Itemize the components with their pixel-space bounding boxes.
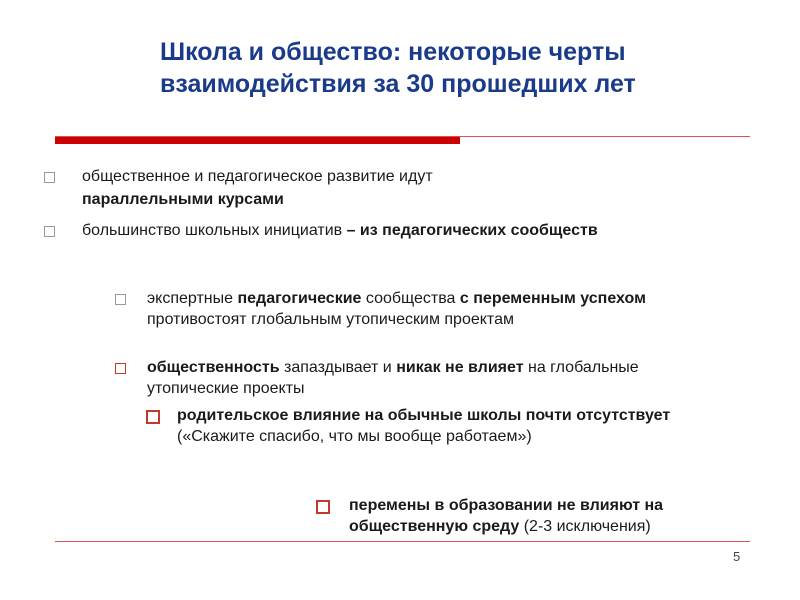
bullet-6-text: (2-3 исключения) [519, 518, 651, 535]
bullet-3-text-a: экспертные [147, 290, 238, 307]
bullet-2-bold: – из педагогических сообществ [346, 222, 598, 239]
square-bullet-icon [115, 363, 126, 374]
divider-accent-bar [55, 137, 460, 144]
bullet-2-text: большинство школьных инициатив [82, 222, 343, 239]
bullet-1-text: общественное и педагогическое развитие идут [82, 168, 433, 185]
bullet-item-2 [44, 219, 624, 242]
page-number: 5 [733, 549, 741, 564]
slide-title [160, 36, 720, 100]
bullet-1-bold: параллельными курсами [82, 191, 284, 208]
square-bullet-icon [44, 172, 55, 183]
bullet-5-bold: родительское влияние на обычные школы почти отсутствует [177, 407, 671, 424]
bullet-5-text: («Скажите спасибо, что мы вообще работаем») [177, 428, 532, 445]
square-bullet-icon [316, 500, 330, 514]
bullet-item-4 [115, 357, 705, 399]
square-bullet-icon [44, 226, 55, 237]
square-bullet-icon [146, 410, 160, 424]
title-line-1: Школа и общество: некоторые черты [160, 38, 626, 66]
bullet-4-text-b: на глобальные утопические проекты [147, 359, 639, 397]
bullet-item-3 [115, 288, 705, 330]
bullet-6-bold: перемены в образовании не влияют на общественную среду [349, 497, 664, 535]
bullet-3-text-b: сообщества [361, 290, 460, 307]
bullet-3-text-c: противостоят глобальным утопическим проектам [147, 311, 514, 328]
title-line-2: взаимодействия за 30 прошедших лет [160, 70, 636, 98]
square-bullet-icon [115, 294, 126, 305]
bullet-3-bold-a: педагогические [237, 290, 362, 307]
bullet-4-bold-a: общественность [147, 359, 280, 376]
bullet-item-1 [44, 165, 564, 211]
bullet-4-text-a: запаздывает и [279, 359, 397, 376]
divider-bottom-line [55, 541, 750, 542]
bullet-3-bold-b: с переменным успехом [459, 290, 646, 307]
bullet-item-5 [146, 405, 706, 447]
bullet-item-6 [316, 495, 756, 537]
bullet-4-bold-b: никак не влияет [396, 359, 524, 376]
